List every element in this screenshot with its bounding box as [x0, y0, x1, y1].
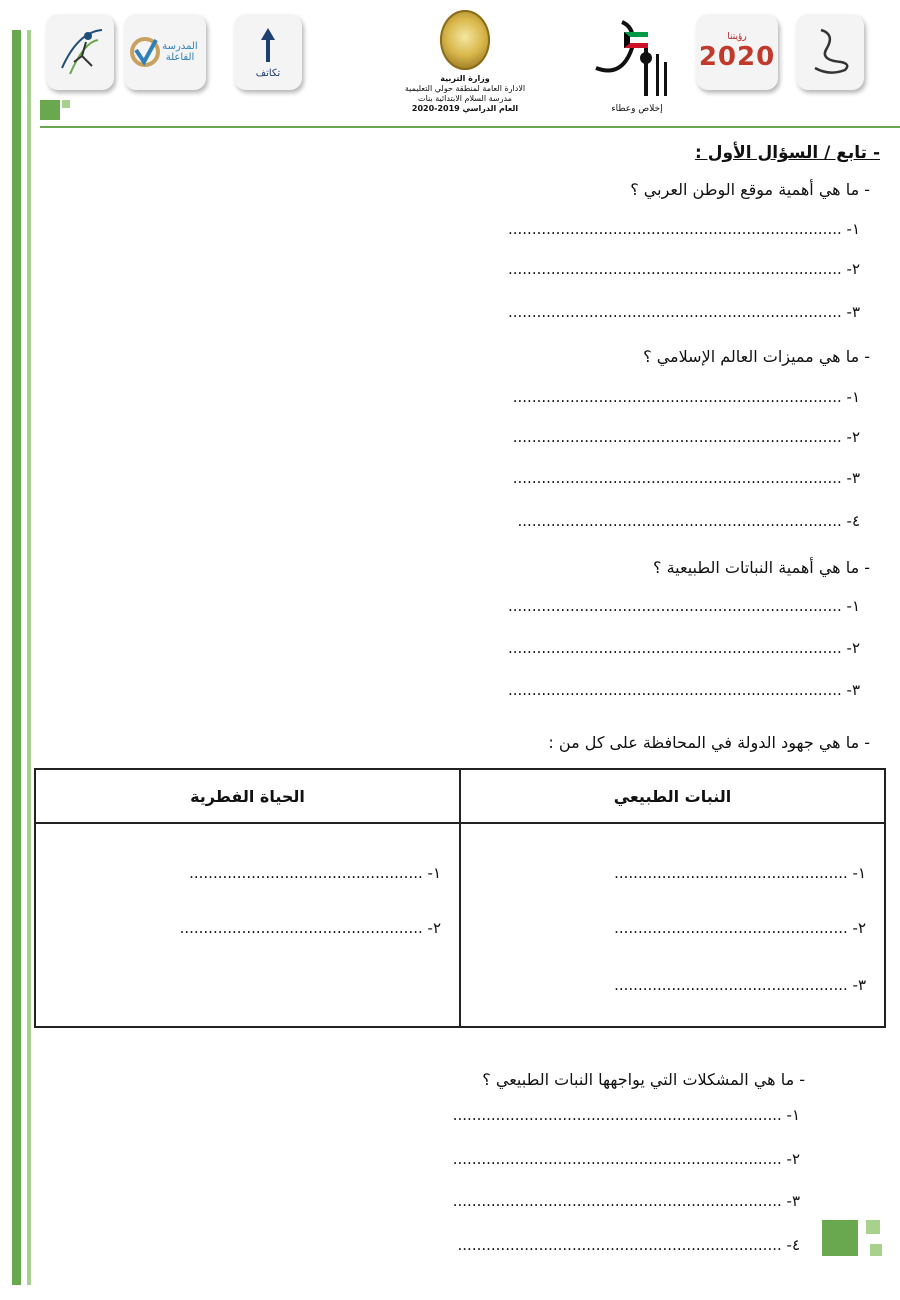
page-title: - تابع / السؤال الأول :: [695, 143, 880, 163]
effective-school-logo: [124, 14, 206, 90]
runner-logo: [46, 14, 114, 90]
vision-text: رؤيتنا: [727, 32, 747, 42]
vision-year: 2020: [698, 42, 776, 72]
answer-line[interactable]: ١- ......................................................................: [507, 597, 860, 615]
question-2: - ما هي مميزات العالم الإسلامي ؟: [643, 347, 870, 366]
answer-line[interactable]: ٣- ......................................................................: [507, 681, 860, 699]
table-answer-line[interactable]: ٢- .................................................: [614, 919, 866, 937]
takatof-text: تكاتف: [255, 67, 281, 79]
answer-line[interactable]: ٣- ......................................................................: [507, 303, 860, 321]
flag-towers-logo: [592, 8, 682, 120]
table-answer-line[interactable]: ١- .................................................: [614, 864, 866, 882]
table-header-wildlife: الحياة الفطرية: [35, 769, 460, 823]
answer-line[interactable]: ٣- .....................................................................: [512, 469, 860, 487]
answer-line[interactable]: ١- .....................................................................: [512, 388, 860, 406]
ministry-line-2: الادارة العامة لمنطقة حولي التعليمية: [404, 84, 526, 93]
answer-line[interactable]: ٤- ....................................................................: [457, 1236, 800, 1254]
question-4: - ما هي جهود الدولة في المحافظة على كل من :: [548, 733, 870, 752]
question-3: - ما هي أهمية النباتات الطبيعية ؟: [652, 558, 870, 577]
flag-logo-caption: إخلاص وعطاء: [611, 104, 663, 114]
corner-square-bottom: [822, 1220, 858, 1256]
answer-line[interactable]: ٢- .....................................................................: [452, 1150, 800, 1168]
question-1: - ما هي أهمية موقع الوطن العربي ؟: [630, 180, 870, 199]
runner-icon: [52, 22, 108, 82]
ministry-line-3: مدرسة السلام الابتدائية بنات: [418, 94, 512, 103]
answer-line[interactable]: ١- ......................................................................: [507, 220, 860, 238]
answer-line[interactable]: ٢- .....................................................................: [512, 428, 860, 446]
table-answer-line[interactable]: ٢- ...................................................: [179, 919, 441, 937]
effective-school-text: المدرسة الفاعلة: [162, 41, 198, 63]
question-5: - ما هي المشكلات التي يواجهها النبات الطبيعي ؟: [482, 1070, 805, 1089]
vision-2020-logo: [696, 14, 778, 90]
answer-line[interactable]: ٢- ......................................................................: [507, 639, 860, 657]
efforts-table: [34, 768, 886, 1028]
corner-square-small-bottom-1: [866, 1220, 880, 1234]
header-divider: [40, 126, 900, 128]
ministry-line-1: وزارة التربية: [440, 74, 490, 83]
answer-line[interactable]: ٢- ......................................................................: [507, 260, 860, 278]
table-cell-plants: [460, 823, 885, 1027]
table-answer-line[interactable]: ١- .................................................: [189, 864, 441, 882]
ministry-line-4: العام الدراسي 2019-2020: [411, 104, 519, 113]
answer-line[interactable]: ١- .....................................................................: [452, 1106, 800, 1124]
left-border-bar-light: [27, 30, 31, 1285]
kuwait-emblem: [440, 10, 490, 70]
takatof-logo: [234, 14, 302, 90]
table-answer-line[interactable]: ٣- .................................................: [614, 976, 866, 994]
kuwait-towers-icon: [592, 8, 682, 100]
left-border-bar: [12, 30, 21, 1285]
corner-square-small-top: [62, 100, 70, 108]
swan-icon: [805, 24, 855, 80]
corner-square-small-bottom-2: [870, 1244, 882, 1256]
arrow-figure-icon: [253, 26, 283, 64]
answer-line[interactable]: ٣- .....................................................................: [452, 1192, 800, 1210]
swan-logo: [796, 14, 864, 90]
corner-square-top: [40, 100, 60, 120]
ministry-block: [390, 10, 540, 126]
answer-line[interactable]: ٤- ....................................................................: [517, 512, 860, 530]
table-cell-wildlife: [35, 823, 460, 1027]
table-header-plants: النبات الطبيعي: [460, 769, 885, 823]
checkmark-icon: [130, 32, 160, 72]
